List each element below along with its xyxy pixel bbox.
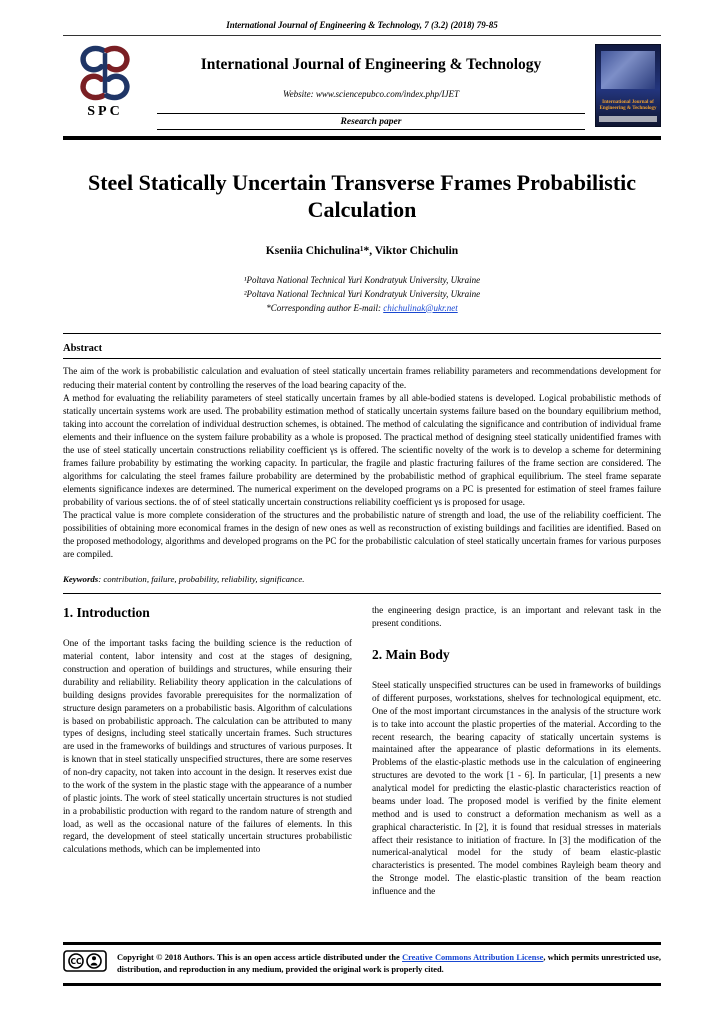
- paper-type-label: Research paper: [157, 113, 585, 130]
- affiliations-block: [63, 274, 661, 316]
- copyright-text-after: , which permits unrestricted use, distribution, and reproduction in any medium, provided the original work is properly cited.: [117, 953, 661, 974]
- creative-commons-icon: [63, 950, 107, 977]
- abstract-paragraph: A method for evaluating the reliability parameters of steel statically uncertain frames by all able-bodied statens is developed. Logical probabilistic methods of statically uncertain systems work are used. The probability estimation method of statically uncertain systems failure based on the boundary equilibrium method, taking into account the correlation of individual destruction schemes, is obtained. The method of calculating the significance and contribution of individual frame elements and their influence on the system failure probability as a whole is proposed. The practical method of designing steel statically unidentified frames with the use of steel statically uncertain constructions reliability coefficient γs is offered. The scientific novelty of the work is to develop a scheme for determining frames failure probability by estimating the working capacity. In particular, the fragile and plastic fracturing failures of the frame section are considered. The algorithms for calculating the steel frames failure probability are determined by the probabilistic method of graphical equilibrium. The steel frame separate elements significance indexes are determined. The numerical experiment on the developed programs on a PC is presented for estimation of steel frames failure probability of various sections. the of of steel statically uncertain constructions reliability coefficient γs is proposed for usage.: [63, 392, 661, 508]
- journal-cover-thumbnail: [595, 44, 661, 127]
- publisher-logo-block: [63, 44, 147, 120]
- paper-page: [63, 0, 661, 898]
- abstract-paragraph: The aim of the work is probabilistic calculation and evaluation of steel statically uncertain frames reliability parameters and recommendations development for reducing their material content by controlling the reserves of the load bearing capacity of the.: [63, 366, 661, 390]
- two-column-body: [63, 604, 661, 898]
- abstract-top-rule: [63, 333, 661, 334]
- journal-website: Website: www.sciencepubco.com/index.php/IJET: [283, 89, 459, 99]
- corresponding-author-line: [63, 302, 661, 316]
- keywords-text: : contribution, failure, probability, reliability, significance.: [98, 574, 305, 585]
- cover-bottom-band: [599, 116, 657, 122]
- section-2-heading: 2. Main Body: [372, 647, 450, 663]
- license-footer: [63, 942, 661, 986]
- cover-artwork: [601, 51, 655, 89]
- journal-masthead: [147, 44, 595, 130]
- right-column: [372, 604, 661, 898]
- section-2-paragraph: Steel statically unspecified structures can be used in frameworks of buildings of different purposes, workstations, shelves for technological equipment, etc. One of the most important circumstances in the analysis of the structure work is to take into account the plastic properties of the material. According to the recent research, the bearing capacity of statically uncertain systems is maintained after the appearance of plastic deformations in its elements. Problems of the elastic-plastic methods use in the calculation of engineering structures are devoted to the work [1 - 6]. In particular, [1] presents a new analytical model for predicting the elastic-plastic characteristics reaction of beams under load. The proposed model is verified by the finite element method and is used to construct a deformation mechanism as well as a graphical characteristic. In [2], it is found that residual stresses in materials affect their resistance to initiation of fracture. In [3] the modification of the numerical-analytical model for the study of beam elastic-plastic characteristics is presented. The model combines Rayleigh beam theory and the Stronge model. The elastic-plastic transition of the beam reaction influence and the: [372, 680, 661, 897]
- corresponding-email-link[interactable]: chichulinak@ukr.net: [383, 302, 458, 313]
- journal-title: International Journal of Engineering & Technology: [200, 56, 542, 73]
- abstract-body: [63, 365, 661, 561]
- cc-license-link[interactable]: Creative Commons Attribution License: [402, 953, 544, 963]
- column-2-lead-paragraph: the engineering design practice, is an important and relevant task in the present conditions.: [372, 605, 661, 629]
- keywords-line: [63, 574, 661, 584]
- journal-citation-line: International Journal of Engineering & Technology, 7 (3.2) (2018) 79-85: [63, 0, 661, 36]
- article-authors: Kseniia Chichulina¹*, Viktor Chichulin: [265, 244, 459, 257]
- abstract-heading: Abstract: [63, 343, 661, 359]
- affiliation-1: ¹Poltava National Technical Yuri Kondratyuk University, Ukraine: [243, 274, 481, 285]
- header-divider-bar: [63, 136, 661, 140]
- corresponding-prefix: *Corresponding author E-mail:: [266, 302, 384, 313]
- copyright-text-before: Copyright © 2018 Authors. This is an open access article distributed under the: [117, 953, 403, 963]
- article-title: Steel Statically Uncertain Transverse Frames Probabilistic Calculation: [87, 170, 637, 222]
- cover-title-text: International Journal of Engineering & Technology: [599, 100, 657, 111]
- abstract-paragraph: The practical value is more complete consideration of the structures and the probabilistic nature of strength and load, the use of the reliability coefficient. The possibilities of obtaining more economical frames in the design of new ones as well as reconstruction of existing buildings and facilities are identified. Based on the proposed methodology, algorithms and developed programs on the PC for the probabilistic calculation of steel statically uncertain frames for various purposes are compiled.: [63, 510, 661, 560]
- keywords-bottom-rule: [63, 593, 661, 594]
- spc-logo-icon: [63, 44, 147, 102]
- publisher-logo-label: SPC: [87, 104, 123, 119]
- svg-text:CC: CC: [70, 957, 82, 966]
- left-column: [63, 604, 352, 898]
- affiliation-2: ²Poltava National Technical Yuri Kondratyuk University, Ukraine: [243, 288, 481, 299]
- journal-header: [63, 44, 661, 130]
- section-1-paragraph: One of the important tasks facing the building science is the reduction of material content, labor intensity and cost at the stages of designing, construction and operation of buildings and structures, while ensuring their durability and reliability. Reliability theory application in the calculations of building designs provides favorable prerequisites for the normalization of structure design parameters on a probabilistic basis. Algorithm of calculations is based on probabilistic approach. The calculation can be attributed to many types of designs, including steel statically uncertain frames. Such structures are used in the frameworks of buildings and structures of various purposes. It is known that in steel statically unspecified structures, there are some reserves of non-dry capacity, not taken into account in the design. It reserves exist due to the work of the system in the plastic stage with the appearance of a number of plastic joints. The work of steel statically uncertain structures is not studied in a probabilistic production with regard to the random nature of strength and load, as well as the occasional nature of the failures of elements. In this regard, the development of steel statically uncertain structures probabilistic calculations methods, which can be implemented into: [63, 638, 352, 855]
- copyright-notice: [117, 952, 661, 975]
- keywords-label: Keywords: [63, 574, 99, 585]
- section-1-heading: 1. Introduction: [63, 605, 150, 621]
